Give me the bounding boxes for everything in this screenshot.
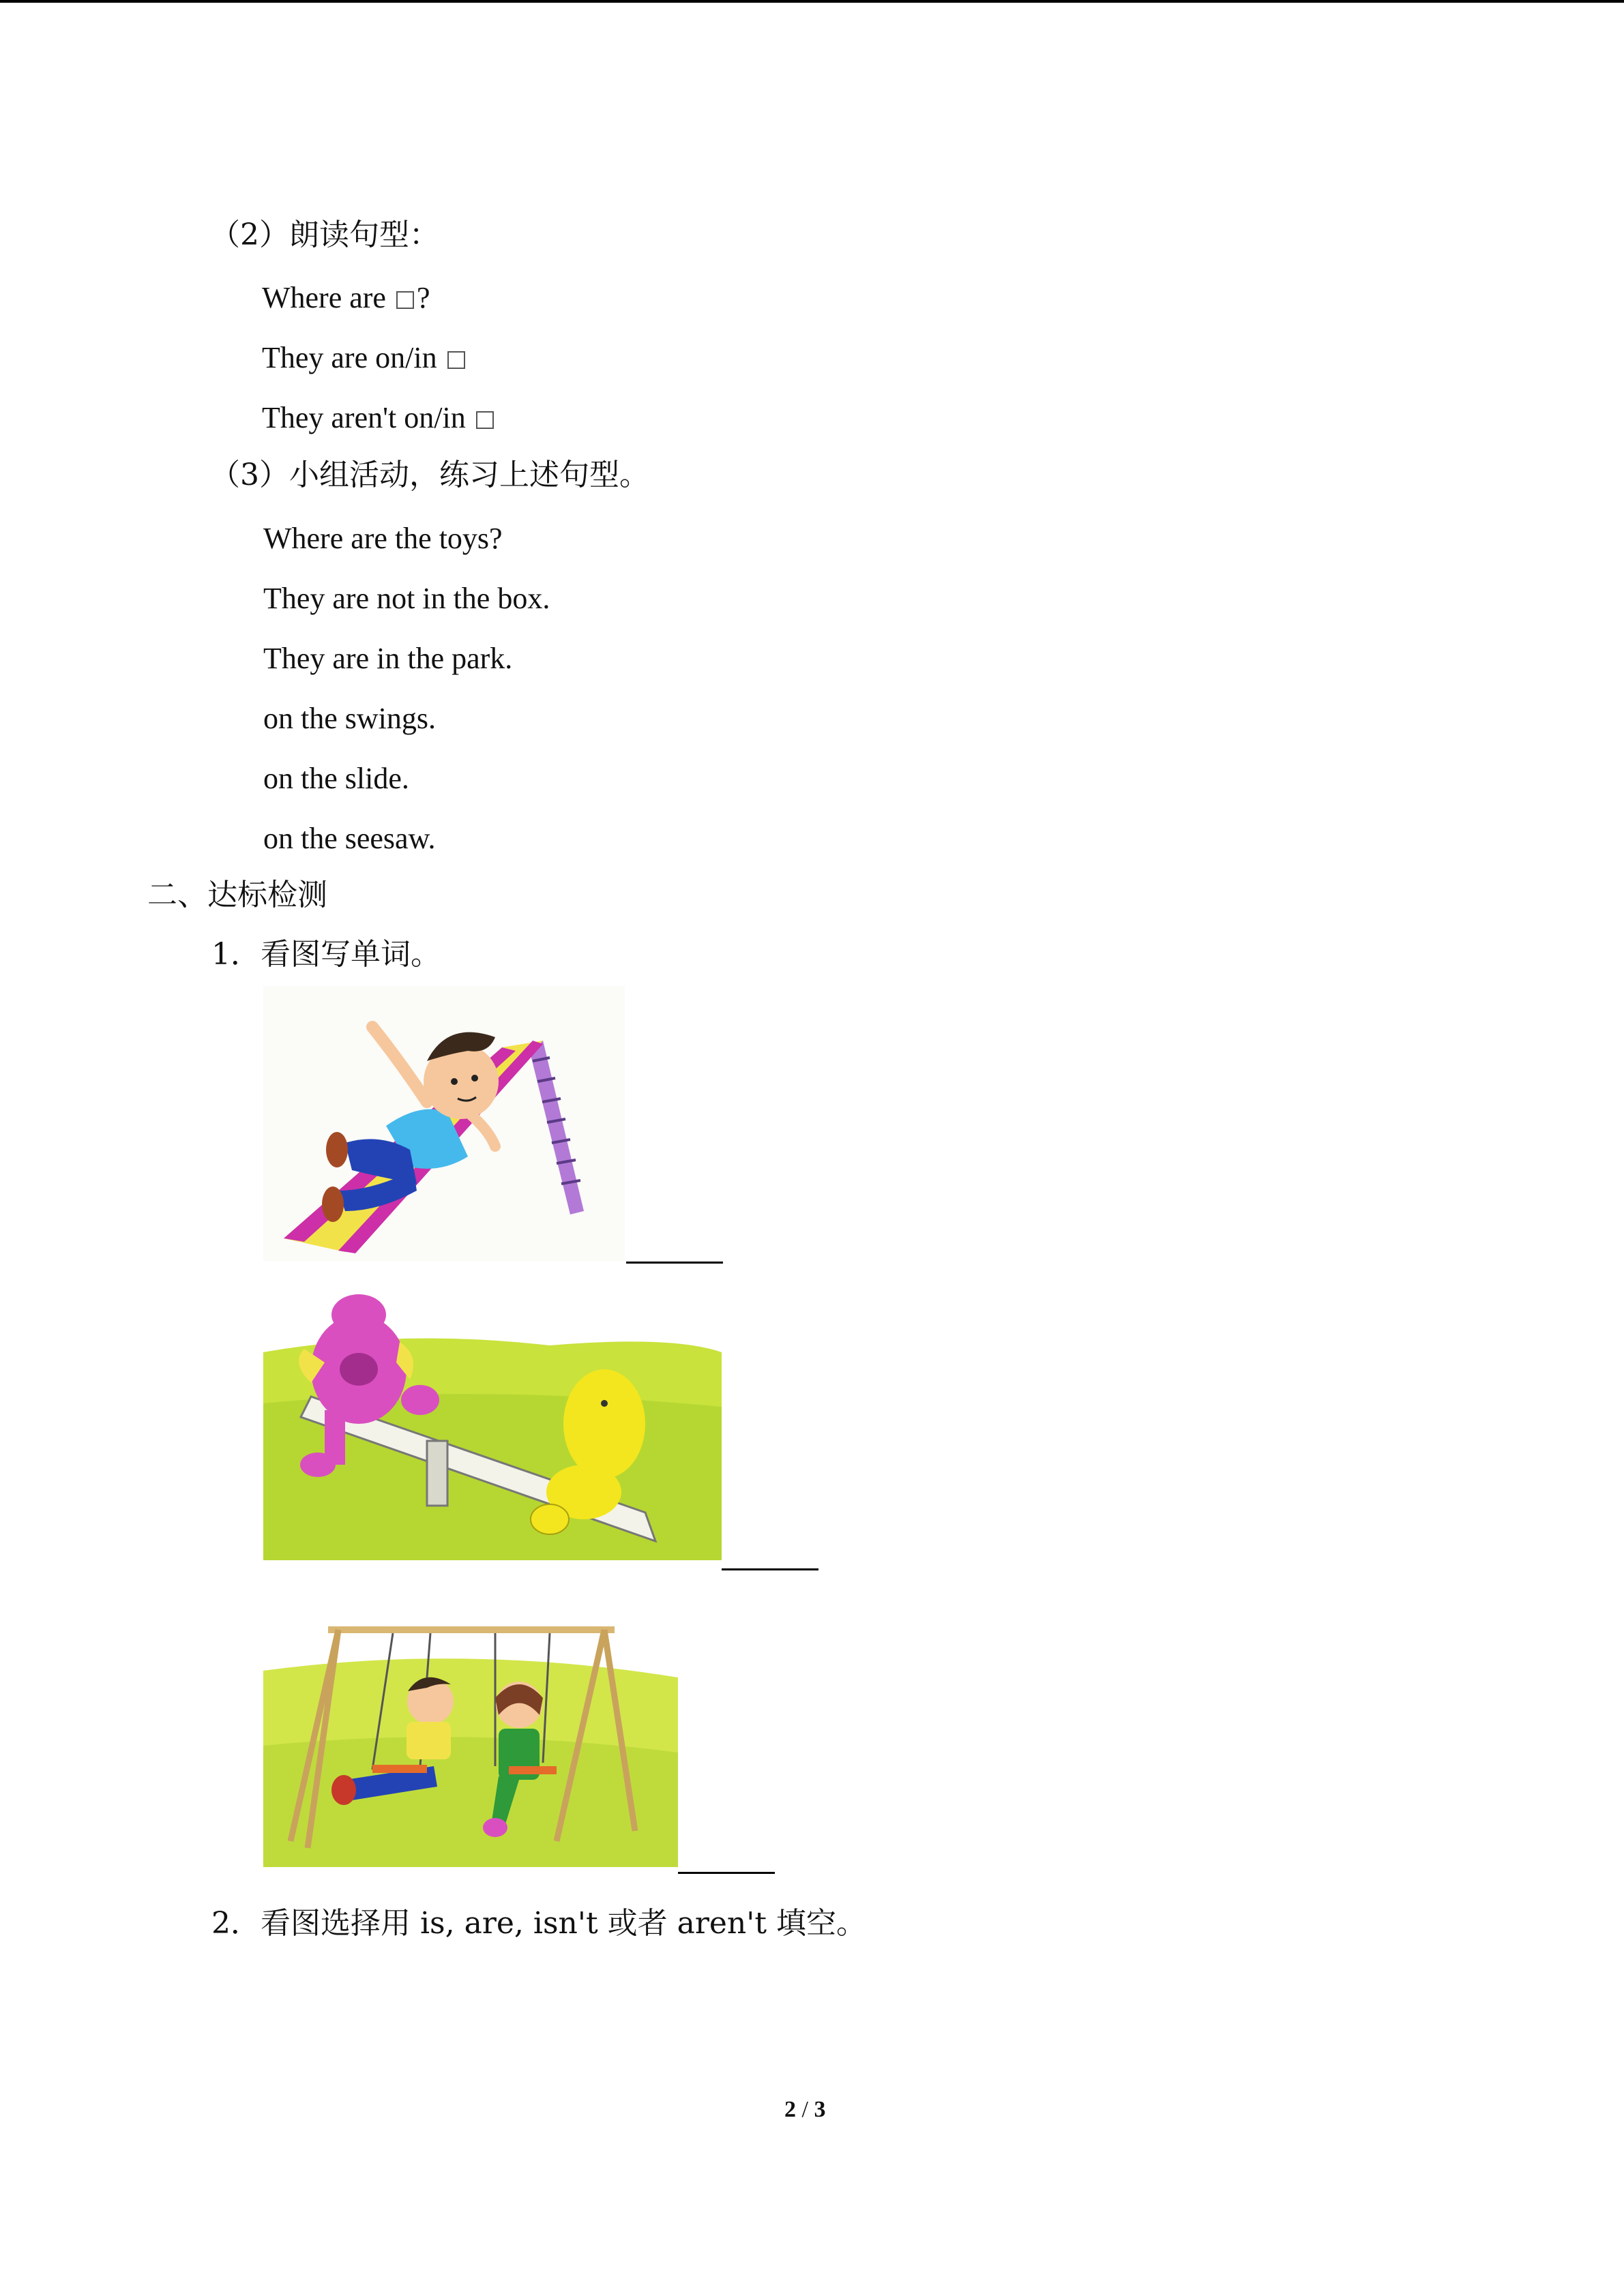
pattern-text-end: ? xyxy=(416,281,430,314)
page-separator: / xyxy=(796,2097,814,2122)
total-pages: 3 xyxy=(814,2097,826,2122)
pattern-line-3 xyxy=(262,398,497,438)
page-number xyxy=(784,2097,825,2123)
answer-blank-2[interactable] xyxy=(722,1568,818,1570)
practice-line-1: Where are the toys? xyxy=(263,522,503,555)
practice-line-4: on the swings. xyxy=(263,702,436,735)
pattern-line-1 xyxy=(262,278,430,318)
step3-heading: （3）小组活动，练习上述句型。 xyxy=(210,458,649,492)
blank-square-icon xyxy=(396,291,414,309)
practice-line-5: on the slide. xyxy=(263,762,409,795)
test-section-heading: 二、达标检测 xyxy=(147,878,327,912)
pattern-text: They are on/in xyxy=(262,341,445,374)
answer-blank-1[interactable] xyxy=(626,1262,723,1264)
practice-line-2: They are not in the box. xyxy=(263,582,550,615)
practice-line-3: They are in the park. xyxy=(263,642,513,675)
current-page: 2 xyxy=(784,2097,796,2122)
question-1-label: 1．看图写单词。 xyxy=(211,937,441,972)
step2-heading: （2）朗读句型： xyxy=(210,218,439,252)
slide-picture xyxy=(263,986,625,1262)
blank-square-icon xyxy=(476,411,494,429)
practice-line-6: on the seesaw. xyxy=(263,822,436,855)
page-top-border xyxy=(0,0,1624,3)
pattern-text: Where are xyxy=(262,281,394,314)
question-2-label: 2．看图选择用 is, are, isn't 或者 aren't 填空。 xyxy=(211,1906,867,1941)
answer-blank-3[interactable] xyxy=(678,1872,775,1874)
blank-square-icon xyxy=(447,351,465,369)
pattern-line-2 xyxy=(262,338,468,378)
seesaw-picture xyxy=(263,1287,722,1567)
swings-picture xyxy=(263,1589,678,1867)
pattern-text: They aren't on/in xyxy=(262,401,473,434)
